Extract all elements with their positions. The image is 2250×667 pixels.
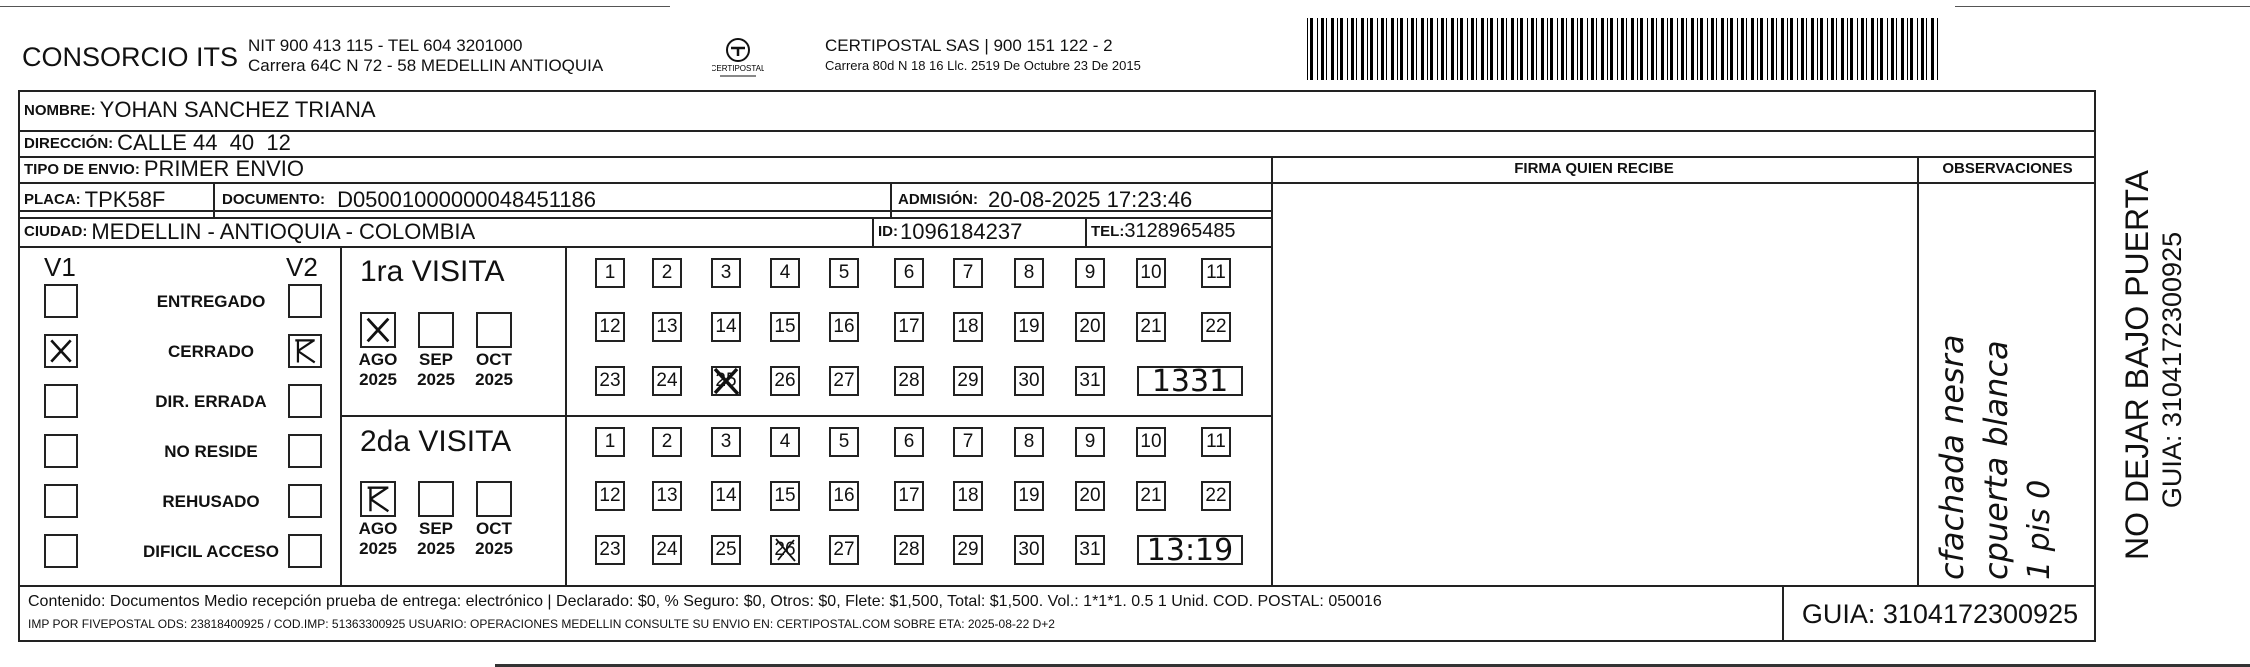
observation-line-1: cfachada nesra <box>1933 334 1971 580</box>
visit-2-day-box[interactable]: 11 <box>1201 427 1231 457</box>
row-line <box>1271 182 2096 184</box>
visit-2-time[interactable]: 13:19 <box>1137 535 1243 565</box>
visit-1-day-box[interactable]: 1 <box>595 258 625 288</box>
col-line <box>1271 156 1273 585</box>
observation-line-3: 1 pis 0 <box>2022 479 2057 580</box>
v2-checkbox[interactable] <box>288 334 322 368</box>
admision-field <box>898 182 1192 217</box>
visit-2-month-label: OCT 2025 <box>475 519 513 558</box>
visit-2-day-box[interactable]: 29 <box>953 535 983 565</box>
visit-1-month-checkbox[interactable] <box>476 312 512 348</box>
direccion-label: DIRECCIÓN: <box>24 134 114 152</box>
top-edge-line <box>0 6 670 7</box>
visit-2-day-box[interactable]: 2 <box>652 427 682 457</box>
tel-value: 3128965485 <box>1124 220 1236 242</box>
v1-checkbox[interactable] <box>44 484 78 518</box>
certipostal-logo <box>712 36 764 80</box>
v1-checkbox[interactable] <box>44 384 78 418</box>
visit-1-day-box[interactable]: 14 <box>711 312 741 342</box>
row-line <box>18 246 1271 248</box>
visit-1-day-box[interactable]: 13 <box>652 312 682 342</box>
col-line <box>1917 156 1919 585</box>
visit-2-day-box[interactable]: 5 <box>829 427 859 457</box>
v1-checkbox[interactable] <box>44 334 78 368</box>
visit-1-day-box[interactable]: 24 <box>652 366 682 396</box>
visit-1-day-box[interactable]: 15 <box>770 312 800 342</box>
ciudad-label: CIUDAD: <box>24 223 88 240</box>
tipo-envio-label: TIPO DE ENVIO: <box>24 160 140 178</box>
tel-label: TEL: <box>1091 223 1125 240</box>
visit-2-day-box[interactable]: 12 <box>595 481 625 511</box>
visit-2-month-label: SEP 2025 <box>417 519 455 558</box>
company-nit: NIT 900 413 115 - TEL 604 3201000 <box>248 36 523 55</box>
v2-label: V2 <box>286 252 318 282</box>
visit-2-day-box[interactable]: 8 <box>1014 427 1044 457</box>
visit-2-month-checkbox[interactable] <box>418 481 454 517</box>
admision-value: 20-08-2025 17:23:46 <box>988 186 1193 212</box>
nombre-label: NOMBRE: <box>24 101 96 119</box>
tel-field <box>1091 217 1236 246</box>
nombre-field <box>24 90 376 130</box>
visit-2-day-box[interactable]: 31 <box>1075 535 1105 565</box>
visit-2-day-box[interactable]: 28 <box>894 535 924 565</box>
id-label: ID: <box>878 223 898 240</box>
visit-2-day-box[interactable]: 6 <box>894 427 924 457</box>
tipo-envio-value: PRIMER ENVIO <box>143 156 304 181</box>
nombre-value: YOHAN SANCHEZ TRIANA <box>99 97 376 122</box>
visit-2-day-box[interactable]: 26 <box>770 535 800 565</box>
visit-2-day-box[interactable]: 13 <box>652 481 682 511</box>
visit-1-day-box[interactable]: 30 <box>1014 366 1044 396</box>
visit-2-day-box[interactable]: 20 <box>1075 481 1105 511</box>
visit-2-day-box[interactable]: 19 <box>1014 481 1044 511</box>
placa-label: PLACA: <box>24 191 81 208</box>
visit-1-day-box[interactable]: 31 <box>1075 366 1105 396</box>
status-option-label: DIFICIL ACCESO <box>142 542 279 561</box>
documento-value: D05001000000048451186 <box>337 186 597 212</box>
visit-2-month-checkbox[interactable] <box>360 481 396 517</box>
visit-1-day-box[interactable]: 4 <box>770 258 800 288</box>
v1-checkbox[interactable] <box>44 534 78 568</box>
visit-1-day-box[interactable]: 20 <box>1075 312 1105 342</box>
visit-1-day-box[interactable]: 6 <box>894 258 924 288</box>
col-line <box>1085 217 1087 246</box>
visit-1-day-box[interactable]: 21 <box>1136 312 1166 342</box>
visit-2-day-box[interactable]: 25 <box>711 535 741 565</box>
visit-1-month-label: OCT 2025 <box>475 350 513 389</box>
visit-2-day-box[interactable]: 9 <box>1075 427 1105 457</box>
barcode <box>1307 18 1942 80</box>
visit-2-day-box[interactable]: 21 <box>1136 481 1166 511</box>
documento-label: DOCUMENTO: <box>222 191 326 208</box>
visit-1-day-box[interactable]: 3 <box>711 258 741 288</box>
ciudad-value: MEDELLIN - ANTIOQUIA - COLOMBIA <box>91 218 476 244</box>
visit-divider <box>340 415 1271 417</box>
visit-2-month-checkbox[interactable] <box>476 481 512 517</box>
visit-2-day-box[interactable]: 4 <box>770 427 800 457</box>
admision-label: ADMISIÓN: <box>898 191 978 208</box>
visit-1-day-box[interactable]: 10 <box>1136 258 1166 288</box>
status-option-label: ENTREGADO <box>156 292 266 311</box>
visit-1-time[interactable]: 1331 <box>1137 366 1243 396</box>
direccion-field <box>24 130 291 156</box>
visit-1-title: 1ra VISITA <box>360 255 505 288</box>
observaciones-label: OBSERVACIONES <box>1942 160 2073 177</box>
side-no-dejar: NO DEJAR BAJO PUERTA <box>2119 170 2155 560</box>
visit-1-day-box[interactable]: 9 <box>1075 258 1105 288</box>
visit-1-day-box[interactable]: 18 <box>953 312 983 342</box>
v1-checkbox[interactable] <box>44 434 78 468</box>
visit-1-day-box[interactable]: 2 <box>652 258 682 288</box>
visit-1-day-box[interactable]: 25 <box>711 366 741 396</box>
visit-1-day-box[interactable]: 17 <box>894 312 924 342</box>
logo-caption: CERTIPOSTAL <box>712 64 764 73</box>
firma-label: FIRMA QUIEN RECIBE <box>1514 160 1674 177</box>
observations-handwritten <box>1930 235 2062 580</box>
visit-1-day-box[interactable]: 5 <box>829 258 859 288</box>
visit-2-day-box[interactable]: 24 <box>652 535 682 565</box>
v2-checkbox[interactable] <box>288 284 322 318</box>
v2-checkbox[interactable] <box>288 384 322 418</box>
visit-1-day-box[interactable]: 29 <box>953 366 983 396</box>
observation-line-2: cpuerta blanca <box>1977 340 2015 580</box>
v2-checkbox[interactable] <box>288 534 322 568</box>
ciudad-field <box>24 217 475 246</box>
visit-1-day-box[interactable]: 27 <box>829 366 859 396</box>
certipostal-license: Carrera 80d N 18 16 Llc. 2519 De Octubre 23 De 2015 <box>825 58 1141 73</box>
row-line <box>18 585 2096 587</box>
visit-1-day-box[interactable]: 12 <box>595 312 625 342</box>
col-line <box>213 182 215 217</box>
footer-imp-line: IMP POR FIVEPOSTAL ODS: 23818400925 / COD.IMP: 51363300925 USUARIO: OPERACIONES MEDELLIN CONSULTE SU ENVIO EN: CERTIPOSTAL.COM SOBRE ETA: 2025-08-22 D+2 <box>28 617 1055 631</box>
visit-2-day-box[interactable]: 17 <box>894 481 924 511</box>
visit-2-title: 2da VISITA <box>360 425 512 458</box>
visit-1-day-box[interactable]: 19 <box>1014 312 1044 342</box>
tipo-envio-field <box>24 156 304 182</box>
status-option-label: CERRADO <box>168 342 254 361</box>
visit-2-day-box[interactable]: 15 <box>770 481 800 511</box>
visit-1-day-box[interactable]: 28 <box>894 366 924 396</box>
footer-guia: GUIA: 3104172300925 <box>1801 599 2079 629</box>
visit-2-day-box[interactable]: 18 <box>953 481 983 511</box>
certipostal-info: CERTIPOSTAL SAS | 900 151 122 - 2 <box>825 36 1113 55</box>
visit-2-day-box[interactable]: 27 <box>829 535 859 565</box>
col-line <box>872 217 874 246</box>
visit-1-month-label: AGO 2025 <box>358 350 398 389</box>
visit-2-day-box[interactable]: 22 <box>1201 481 1231 511</box>
footer-contenido: Contenido: Documentos Medio recepción prueba de entrega: electrónico | Declarado: $0, % Seguro: $0, Otros: $0, Flete: $1,500, Total: $1,500. Vol.: 1*1*1. 0.5 1 Unid. COD. POSTAL: 050016 <box>28 593 1382 610</box>
visit-1-day-box[interactable]: 7 <box>953 258 983 288</box>
visit-1-month-checkbox[interactable] <box>360 312 396 348</box>
col-line <box>890 182 892 217</box>
visit-2-day-box[interactable]: 1 <box>595 427 625 457</box>
id-value: 1096184237 <box>900 218 1023 244</box>
visit-1-day-box[interactable]: 22 <box>1201 312 1231 342</box>
visit-1-day-box[interactable]: 16 <box>829 312 859 342</box>
side-guia: GUIA: 3104172300925 <box>2157 231 2187 509</box>
visit-2-day-box[interactable]: 16 <box>829 481 859 511</box>
visit-1-day-box[interactable]: 23 <box>595 366 625 396</box>
side-warning <box>2118 100 2188 560</box>
v1-label: V1 <box>44 252 76 282</box>
visit-2-day-box[interactable]: 30 <box>1014 535 1044 565</box>
v2-checkbox[interactable] <box>288 434 322 468</box>
company-name: CONSORCIO ITS <box>22 42 239 72</box>
visit-2-day-box[interactable]: 23 <box>595 535 625 565</box>
visit-2-day-box[interactable]: 7 <box>953 427 983 457</box>
documento-field <box>222 182 596 217</box>
placa-field <box>24 182 165 217</box>
visit-1-day-box[interactable]: 8 <box>1014 258 1044 288</box>
row-line <box>18 130 2096 132</box>
visit-2-month-label: AGO 2025 <box>358 519 398 558</box>
direccion-value: CALLE 44 40 12 <box>117 130 291 155</box>
visit-1-month-checkbox[interactable] <box>418 312 454 348</box>
company-address: Carrera 64C N 72 - 58 MEDELLIN ANTIOQUIA <box>248 56 604 75</box>
visit-1-day-box[interactable]: 26 <box>770 366 800 396</box>
visit-2-day-box[interactable]: 14 <box>711 481 741 511</box>
v1-checkbox[interactable] <box>44 284 78 318</box>
row-line <box>18 156 2096 158</box>
visit-2-day-box[interactable]: 3 <box>711 427 741 457</box>
placa-value: TPK58F <box>84 186 166 212</box>
id-field <box>878 217 1022 246</box>
visit-1-day-box[interactable]: 11 <box>1201 258 1231 288</box>
status-option-label: NO RESIDE <box>164 442 258 461</box>
visit-1-month-label: SEP 2025 <box>417 350 455 389</box>
status-option-label: REHUSADO <box>162 492 260 511</box>
status-option-label: DIR. ERRADA <box>155 392 267 411</box>
v2-checkbox[interactable] <box>288 484 322 518</box>
top-edge-line-right <box>1955 6 2250 7</box>
visit-2-day-box[interactable]: 10 <box>1136 427 1166 457</box>
